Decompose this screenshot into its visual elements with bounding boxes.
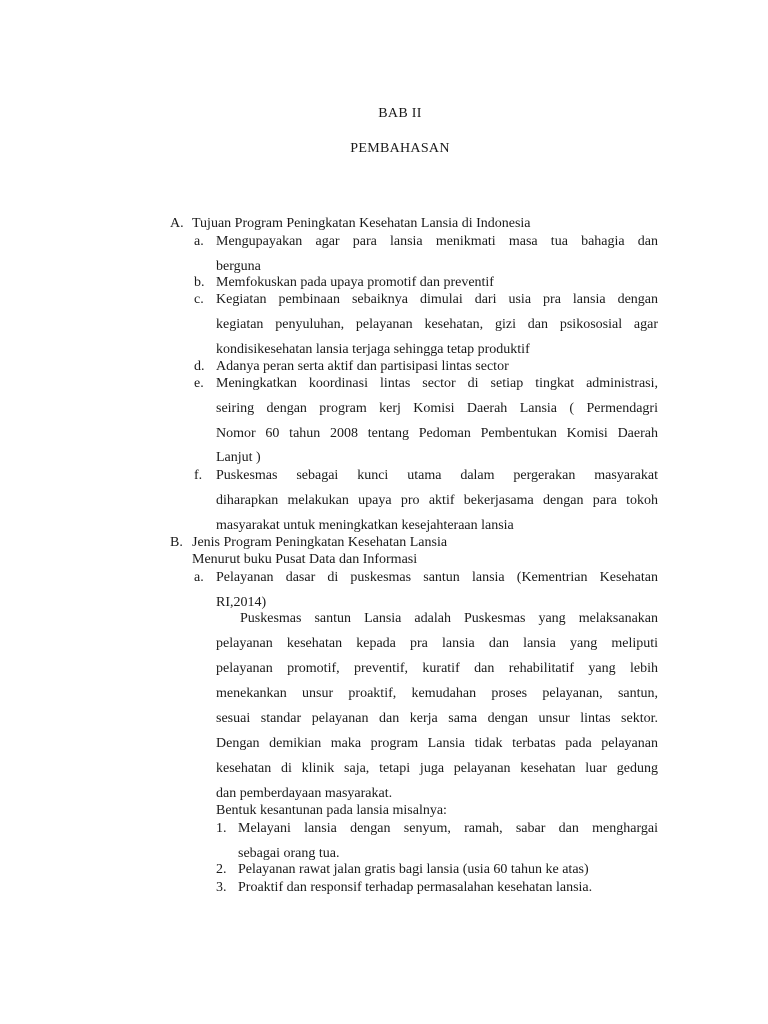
- paragraph-line: kesehatan di klinik saja, tetapi juga pelayanan kesehatan luar gedung: [216, 761, 658, 776]
- section-b-source: Menurut buku Pusat Data dan Informasi: [192, 552, 418, 567]
- list-item-marker: a.: [194, 570, 204, 585]
- paragraph-line: menekankan unsur proaktif, kemudahan proses pelayanan, santun,: [216, 686, 658, 701]
- list-item-line: Lanjut ): [216, 450, 261, 465]
- list-item-marker: f.: [194, 468, 203, 483]
- list-item-line: kondisikesehatan lansia terjaga sehingga tetap produktif: [216, 342, 530, 357]
- paragraph-line: pelayanan promotif, preventif, kuratif dan rehabilitatif yang lebih: [216, 661, 658, 676]
- list-item-line: Memfokuskan pada upaya promotif dan preventif: [216, 275, 494, 290]
- list-item-marker: b.: [194, 275, 205, 290]
- list-item-line: Adanya peran serta aktif dan partisipasi lintas sector: [216, 359, 509, 374]
- section-b-title: Jenis Program Peningkatan Kesehatan Lansia: [192, 535, 448, 550]
- list-item-line: diharapkan melakukan upaya pro aktif bekerjasama dengan para tokoh: [216, 493, 658, 508]
- numbered-item-marker: 2.: [216, 862, 227, 877]
- paragraph-line: pelayanan kesehatan kepada pra lansia dan lansia yang meliputi: [216, 636, 658, 651]
- section-b-marker: B.: [170, 535, 183, 550]
- paragraph-line: Dengan demikian maka program Lansia tidak terbatas pada pelayanan: [216, 736, 658, 751]
- numbered-item-line: Pelayanan rawat jalan gratis bagi lansia (usia 60 tahun ke atas): [238, 862, 589, 877]
- list-item-line: berguna: [216, 259, 261, 274]
- list-item-line: Puskesmas sebagai kunci utama dalam pergerakan masyarakat: [216, 468, 658, 483]
- list-item-line: RI,2014): [216, 595, 267, 610]
- numbered-item-line: Melayani lansia dengan senyum, ramah, sabar dan menghargai: [238, 821, 658, 836]
- section-a-marker: A.: [170, 216, 184, 231]
- paragraph-line: dan pemberdayaan masyarakat.: [216, 786, 393, 801]
- list-item-line: seiring dengan program kerj Komisi Daerah Lansia ( Permendagri: [216, 401, 658, 416]
- chapter-heading: BAB II: [378, 106, 422, 121]
- section-a-title: Tujuan Program Peningkatan Kesehatan Lansia di Indonesia: [192, 216, 531, 231]
- numbered-item-marker: 1.: [216, 821, 227, 836]
- chapter-title: PEMBAHASAN: [350, 141, 450, 156]
- numbered-item-line: Proaktif dan responsif terhadap permasalahan kesehatan lansia.: [238, 880, 593, 895]
- list-item-line: masyarakat untuk meningkatkan kesejahteraan lansia: [216, 518, 514, 533]
- numbered-item-line: sebagai orang tua.: [238, 846, 340, 861]
- list-item-line: Kegiatan pembinaan sebaiknya dimulai dari usia pra lansia dengan: [216, 292, 658, 307]
- paragraph-line: Puskesmas santun Lansia adalah Puskesmas yang melaksanakan: [240, 611, 658, 626]
- list-item-marker: c.: [194, 292, 204, 307]
- list-item-marker: e.: [194, 376, 204, 391]
- list-item-line: Nomor 60 tahun 2008 tentang Pedoman Pembentukan Komisi Daerah: [216, 426, 658, 441]
- list-item-line: Meningkatkan koordinasi lintas sector di setiap tingkat administrasi,: [216, 376, 658, 391]
- list-item-line: Pelayanan dasar di puskesmas santun lansia (Kementrian Kesehatan: [216, 570, 658, 585]
- list-item-marker: d.: [194, 359, 205, 374]
- numbered-item-marker: 3.: [216, 880, 227, 895]
- list-item-line: kegiatan penyuluhan, pelayanan kesehatan, gizi dan psikososial agar: [216, 317, 658, 332]
- forms-intro: Bentuk kesantunan pada lansia misalnya:: [216, 803, 447, 818]
- list-item-marker: a.: [194, 234, 204, 249]
- list-item-line: Mengupayakan agar para lansia menikmati masa tua bahagia dan: [216, 234, 658, 249]
- paragraph-line: sesuai standar pelayanan dan kerja sama dengan unsur lintas sektor.: [216, 711, 658, 726]
